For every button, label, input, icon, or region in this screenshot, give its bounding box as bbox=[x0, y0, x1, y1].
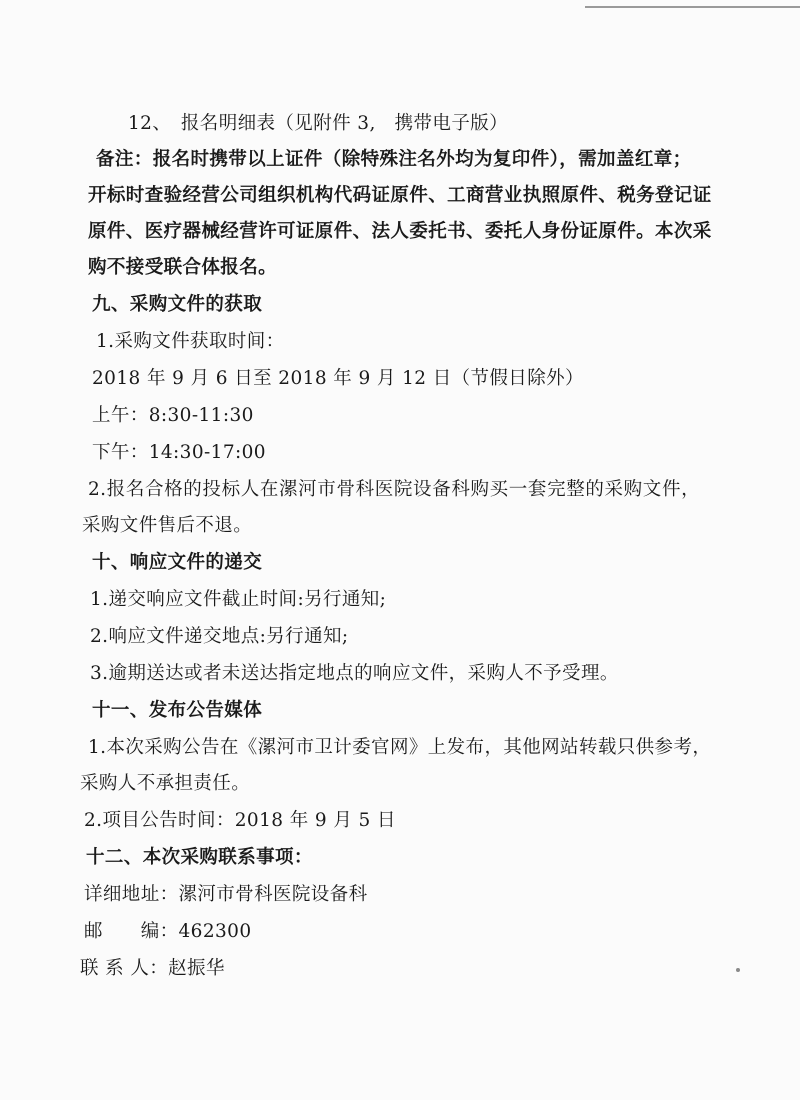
section-9-item-1: 1.采购文件获取时间： bbox=[96, 331, 285, 352]
section-9-afternoon-hours: 下午：14:30-17:00 bbox=[92, 442, 266, 463]
contact-person: 联 系 人：赵振华 bbox=[80, 958, 225, 979]
section-10-item-2: 2.响应文件递交地点:另行通知; bbox=[90, 626, 349, 647]
note-line-4: 购不接受联合体报名。 bbox=[88, 257, 278, 278]
section-11-item-1-line-2: 采购人不承担责任。 bbox=[80, 773, 251, 794]
note-line-1: 备注：报名时携带以上证件（除特殊注名外均为复印件），需加盖红章； bbox=[96, 149, 692, 170]
contact-postcode: 邮 编：462300 bbox=[84, 921, 252, 942]
section-10-item-3: 3.逾期送达或者未送达指定地点的响应文件，采购人不予受理。 bbox=[90, 663, 619, 684]
section-12-heading: 十二、本次采购联系事项： bbox=[86, 847, 313, 868]
item-12-line: 12、 报名明细表（见附件 3, 携带电子版） bbox=[128, 113, 509, 134]
contact-address: 详细地址：漯河市骨科医院设备科 bbox=[84, 884, 368, 905]
section-11-item-2: 2.项目公告时间：2018 年 9 月 5 日 bbox=[84, 810, 396, 831]
scan-edge bbox=[585, 6, 800, 8]
section-10-item-1: 1.递交响应文件截止时间:另行通知; bbox=[90, 589, 387, 610]
scan-speck bbox=[736, 968, 740, 972]
note-line-2: 开标时查验经营公司组织机构代码证原件、工商营业执照原件、税务登记证 bbox=[88, 185, 712, 206]
section-9-date-range: 2018 年 9 月 6 日至 2018 年 9 月 12 日（节假日除外） bbox=[92, 368, 584, 389]
section-10-heading: 十、响应文件的递交 bbox=[92, 552, 263, 573]
section-11-heading: 十一、发布公告媒体 bbox=[92, 700, 263, 721]
section-9-heading: 九、采购文件的获取 bbox=[92, 294, 263, 315]
section-9-item-2-line-1: 2.报名合格的投标人在漯河市骨科医院设备科购买一套完整的采购文件， bbox=[88, 479, 700, 500]
section-9-morning-hours: 上午：8:30-11:30 bbox=[92, 405, 254, 426]
section-9-item-2-line-2: 采购文件售后不退。 bbox=[82, 515, 253, 536]
note-line-3: 原件、医疗器械经营许可证原件、法人委托书、委托人身份证原件。本次采 bbox=[88, 221, 712, 242]
section-11-item-1-line-1: 1.本次采购公告在《漯河市卫计委官网》上发布，其他网站转载只供参考， bbox=[88, 737, 712, 758]
